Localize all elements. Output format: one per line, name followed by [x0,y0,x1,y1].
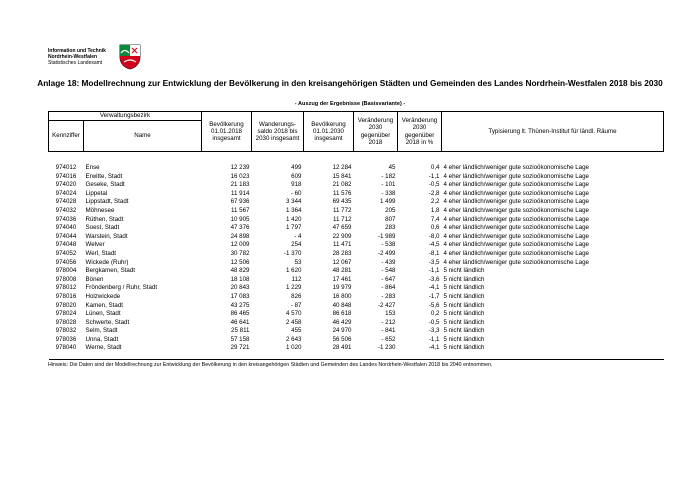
table-row [49,173,664,182]
cell-bev2018: 43 275 [230,301,250,309]
table-row [49,302,664,311]
cell-bev2018: 20 843 [230,284,250,292]
cell-saldo: 1 797 [286,224,302,232]
header-kennziffer: Kennziffer [49,121,84,152]
table-row [49,190,664,199]
cell-veraenderung: 807 [385,215,396,223]
cell-bev2030: 48 281 [332,267,352,275]
cell-veraenderung: -1 989 [377,232,396,240]
cell-bev2030: 11 576 [333,189,352,197]
cell-veraenderung: 153 [385,310,396,318]
cell-veraenderung-pct: 7,4 [430,215,440,223]
cell-bev2030: 28 491 [332,344,352,352]
org-name [48,48,116,66]
cell-kennziffer: 978040 [55,344,77,352]
cell-name: Soest, Stadt [85,224,120,232]
table-row [49,336,664,345]
cell-bev2018: 29 721 [230,344,250,352]
cell-name: Ense [85,164,100,171]
table-row [49,310,664,319]
cell-bev2018: 16 023 [230,172,250,180]
org-line-1: Information und Technik [48,48,106,54]
cell-veraenderung: -1 230 [377,344,396,352]
cell-veraenderung-pct: 2,2 [430,198,440,206]
org-line-2: Nordrhein-Westfalen [48,54,98,60]
cell-typisierung: 4 eher ländlich/weniger gute sozioökonomische Lage [443,241,589,249]
cell-bev2018: 11 914 [231,189,250,197]
header-bev2030: Bevölkerung 01.01.2030 insgesamt [304,112,354,152]
cell-bev2030: 11 772 [333,206,352,214]
cell-bev2030: 40 848 [332,301,352,309]
cell-veraenderung-pct: 1,8 [430,206,440,214]
cell-bev2030: 19 979 [332,284,352,292]
cell-kennziffer: 974016 [55,172,77,180]
header-name: Name [84,121,202,152]
cell-veraenderung-pct: -4,5 [428,241,440,249]
table-row [49,267,664,276]
cell-kennziffer: 974012 [55,164,77,171]
cell-typisierung: 5 nicht ländlich [443,335,485,343]
cell-bev2030: 46 429 [332,318,352,326]
cell-name: Möhnesee [85,206,115,214]
cell-veraenderung-pct: -3,5 [428,258,440,266]
table-row [49,293,664,302]
cell-kennziffer: 978012 [55,284,77,292]
cell-veraenderung: - 864 [381,284,396,292]
cell-bev2018: 21 183 [230,181,250,189]
cell-typisierung: 4 eher ländlich/weniger gute sozioökonomische Lage [443,215,589,223]
cell-veraenderung: - 548 [381,267,396,275]
cell-saldo: 112 [291,275,302,283]
cell-typisierung: 5 nicht ländlich [443,292,485,300]
header-veraenderung-pct: Veränderung 2030 gegenüber 2018 in % [398,112,442,152]
cell-veraenderung-pct: -8,1 [428,249,440,257]
cell-typisierung: 4 eher ländlich/weniger gute sozioökonomische Lage [443,164,589,171]
table-row [49,276,664,285]
table-row [49,259,664,268]
cell-veraenderung-pct: -1,1 [428,267,440,275]
cell-saldo: 826 [291,292,302,300]
cell-bev2018: 30 782 [230,249,250,257]
cell-kennziffer: 974036 [55,215,77,223]
cell-kennziffer: 974056 [55,258,77,266]
table-row [49,207,664,216]
cell-saldo: 609 [291,172,302,180]
cell-saldo: -1 370 [283,249,302,257]
cell-name: Rüthen, Stadt [85,215,124,223]
cell-bev2018: 17 083 [230,292,250,300]
cell-veraenderung-pct: 0,4 [430,164,440,171]
table-row [49,233,664,242]
cell-veraenderung: - 182 [381,172,396,180]
cell-kennziffer: 974020 [55,181,77,189]
page-title: Anlage 18: Modellrechnung zur Entwicklung der Bevölkerung in den kreisangehörigen Städten und Gemeinden des Landes Nordrhein-Westfalen 2018 bis 2030 [37,78,663,88]
cell-typisierung: 4 eher ländlich/weniger gute sozioökonomische Lage [443,172,589,180]
cell-kennziffer: 974052 [55,249,77,257]
cell-bev2018: 57 158 [230,335,250,343]
cell-name: Wickede (Ruhr) [85,258,129,266]
cell-name: Kamen, Stadt [85,301,123,309]
cell-bev2018: 25 811 [231,327,250,335]
cell-kennziffer: 978032 [55,327,77,335]
cell-bev2030: 47 659 [332,224,352,232]
cell-name: Warstein, Stadt [85,232,128,240]
cell-veraenderung: - 338 [381,189,396,197]
cell-kennziffer: 974040 [55,224,77,232]
cell-name: Werl, Stadt [85,249,116,257]
cell-veraenderung: - 101 [381,181,396,189]
cell-saldo: 1 020 [286,344,302,352]
table-row [49,284,664,293]
cell-veraenderung: - 439 [381,258,396,266]
cell-typisierung: 5 nicht ländlich [443,301,485,309]
cell-bev2018: 67 936 [230,198,250,206]
cell-veraenderung-pct: -8,0 [428,232,440,240]
cell-kennziffer: 978036 [55,335,77,343]
cell-name: Lippstadt, Stadt [85,198,129,206]
cell-kennziffer: 978004 [55,267,77,275]
cell-bev2018: 48 829 [230,267,250,275]
cell-veraenderung-pct: -1,7 [428,292,440,300]
cell-bev2018: 12 239 [230,164,250,171]
cell-veraenderung-pct: -2,8 [428,189,440,197]
cell-veraenderung-pct: -0,5 [428,181,440,189]
table-row [49,241,664,250]
cell-typisierung: 5 nicht ländlich [443,267,485,275]
cell-bev2030: 17 461 [332,275,352,283]
cell-name: Lippetal [85,189,108,197]
cell-name: Geseke, Stadt [85,181,125,189]
cell-saldo: 254 [291,241,302,249]
cell-veraenderung: -2 427 [377,301,396,309]
cell-typisierung: 4 eher ländlich/weniger gute sozioökonomische Lage [443,249,589,257]
nrw-crest-icon [118,44,142,70]
cell-kennziffer: 974032 [55,206,77,214]
cell-saldo: 499 [291,164,302,171]
table-row [49,216,664,225]
cell-bev2030: 11 471 [333,241,352,249]
cell-saldo: 1 620 [286,267,302,275]
cell-veraenderung-pct: -0,5 [428,318,440,326]
cell-typisierung: 4 eher ländlich/weniger gute sozioökonomische Lage [443,258,589,266]
population-table [48,111,664,360]
header-saldo: Wanderungs-saldo 2018 bis 2030 insgesamt [252,112,304,152]
cell-bev2030: 28 283 [332,249,352,257]
table-row [49,319,664,328]
cell-veraenderung-pct: 0,6 [430,224,440,232]
cell-bev2018: 24 898 [230,232,250,240]
cell-bev2018: 18 108 [230,275,250,283]
cell-veraenderung: - 841 [381,327,396,335]
cell-bev2018: 86 465 [230,310,250,318]
cell-bev2030: 22 909 [332,232,352,240]
cell-bev2030: 16 800 [332,292,352,300]
cell-bev2030: 11 712 [333,215,352,223]
cell-kennziffer: 978008 [55,275,77,283]
cell-veraenderung: 205 [385,206,396,214]
cell-saldo: 1 364 [286,206,302,214]
header-verwaltungsbezirk: Verwaltungsbezirk [49,112,202,121]
cell-veraenderung: 45 [388,164,396,171]
cell-name: Erwitte, Stadt [85,172,123,180]
cell-typisierung: 5 nicht ländlich [443,275,485,283]
cell-veraenderung: 1 499 [380,198,396,206]
cell-bev2018: 10 905 [230,215,250,223]
cell-name: Selm, Stadt [85,327,118,335]
cell-typisierung: 4 eher ländlich/weniger gute sozioökonomische Lage [443,224,589,232]
cell-typisierung: 4 eher ländlich/weniger gute sozioökonomische Lage [443,181,589,189]
cell-typisierung: 4 eher ländlich/weniger gute sozioökonomische Lage [443,232,589,240]
cell-name: Schwerte, Stadt [85,318,130,326]
cell-kennziffer: 978028 [55,318,77,326]
cell-bev2018: 12 009 [230,241,250,249]
footnote: Hinweis: Die Daten sind der Modellrechnung zur Entwicklung der Bevölkerung in den kreisangehörigen Städten und Gemeinden des Landes Nordrhein-Westfalen 2018 bis 2040 entnommen. [48,362,493,368]
cell-bev2030: 12 284 [332,164,352,171]
header-bev2018: Bevölkerung 01.01.2018 insgesamt [202,112,252,152]
table-row [49,344,664,353]
cell-name: Fröndenberg / Ruhr, Stadt [85,284,158,292]
cell-bev2030: 21 082 [332,181,352,189]
cell-name: Lünen, Stadt [85,310,121,318]
table-row [49,181,664,190]
cell-bev2030: 15 841 [332,172,352,180]
cell-typisierung: 4 eher ländlich/weniger gute sozioökonomische Lage [443,189,589,197]
cell-bev2030: 12 067 [332,258,352,266]
cell-typisierung: 5 nicht ländlich [443,327,485,335]
cell-saldo: - 60 [290,189,302,197]
cell-veraenderung-pct: -1,1 [428,172,440,180]
cell-veraenderung-pct: 0,2 [430,310,440,318]
cell-bev2018: 46 641 [230,318,250,326]
org-line-3: Statistisches Landesamt [48,60,103,66]
header-typisierung: Typisierung lt. Thünen-Institut für ländl. Räume [442,112,664,152]
cell-bev2030: 24 970 [332,327,352,335]
page-subtitle: - Auszug der Ergebnisse (Basisvariante) - [294,101,406,107]
cell-veraenderung: - 538 [381,241,396,249]
cell-veraenderung-pct: -3,6 [428,275,440,283]
cell-saldo: 455 [291,327,302,335]
cell-kennziffer: 978016 [55,292,77,300]
cell-typisierung: 4 eher ländlich/weniger gute sozioökonomische Lage [443,198,589,206]
cell-veraenderung: 283 [385,224,396,232]
cell-saldo: 1 420 [286,215,302,223]
cell-name: Unna, Stadt [85,335,119,343]
cell-veraenderung-pct: -4,1 [428,284,440,292]
cell-saldo: 2 458 [286,318,302,326]
cell-veraenderung-pct: -5,6 [428,301,440,309]
cell-typisierung: 5 nicht ländlich [443,318,485,326]
table-row [49,224,664,233]
cell-name: Werne, Stadt [85,344,122,352]
cell-name: Welver [85,241,105,249]
cell-kennziffer: 978024 [55,310,77,318]
cell-veraenderung-pct: -1,1 [428,335,440,343]
cell-saldo: 53 [294,258,302,266]
cell-saldo: 1 229 [286,284,302,292]
table-row [49,198,664,207]
cell-bev2018: 12 506 [230,258,250,266]
table-row [49,327,664,336]
cell-kennziffer: 974028 [55,198,77,206]
cell-veraenderung: - 212 [381,318,396,326]
header-veraenderung: Veränderung 2030 gegenüber 2018 [354,112,398,152]
cell-bev2030: 86 618 [332,310,352,318]
cell-bev2030: 56 506 [332,335,352,343]
cell-saldo: 2 643 [286,335,302,343]
table-row [49,250,664,259]
it-nrw-logo [48,44,116,70]
cell-saldo: - 87 [290,301,302,309]
cell-saldo: 4 570 [286,310,302,318]
cell-veraenderung: -2 499 [377,249,396,257]
cell-kennziffer: 978020 [55,301,77,309]
cell-saldo: 3 344 [286,198,302,206]
cell-saldo: - 4 [294,232,302,240]
cell-veraenderung-pct: -3,3 [428,327,440,335]
cell-name: Bönen [85,275,104,283]
cell-bev2030: 69 435 [332,198,352,206]
cell-typisierung: 5 nicht ländlich [443,310,485,318]
cell-saldo: 918 [291,181,302,189]
cell-kennziffer: 974024 [55,189,77,197]
cell-kennziffer: 974044 [55,232,77,240]
table-row [49,164,664,173]
cell-typisierung: 5 nicht ländlich [443,284,485,292]
cell-name: Bergkamen, Stadt [85,267,136,275]
cell-typisierung: 4 eher ländlich/weniger gute sozioökonomische Lage [443,206,589,214]
cell-typisierung: 5 nicht ländlich [443,344,485,352]
cell-name: Holzwickede [85,292,121,300]
cell-bev2018: 11 567 [231,206,250,214]
cell-veraenderung: - 283 [381,292,396,300]
cell-bev2018: 47 376 [230,224,250,232]
cell-veraenderung: - 652 [381,335,396,343]
cell-veraenderung: - 647 [381,275,396,283]
cell-veraenderung-pct: -4,1 [428,344,440,352]
cell-kennziffer: 974048 [55,241,77,249]
